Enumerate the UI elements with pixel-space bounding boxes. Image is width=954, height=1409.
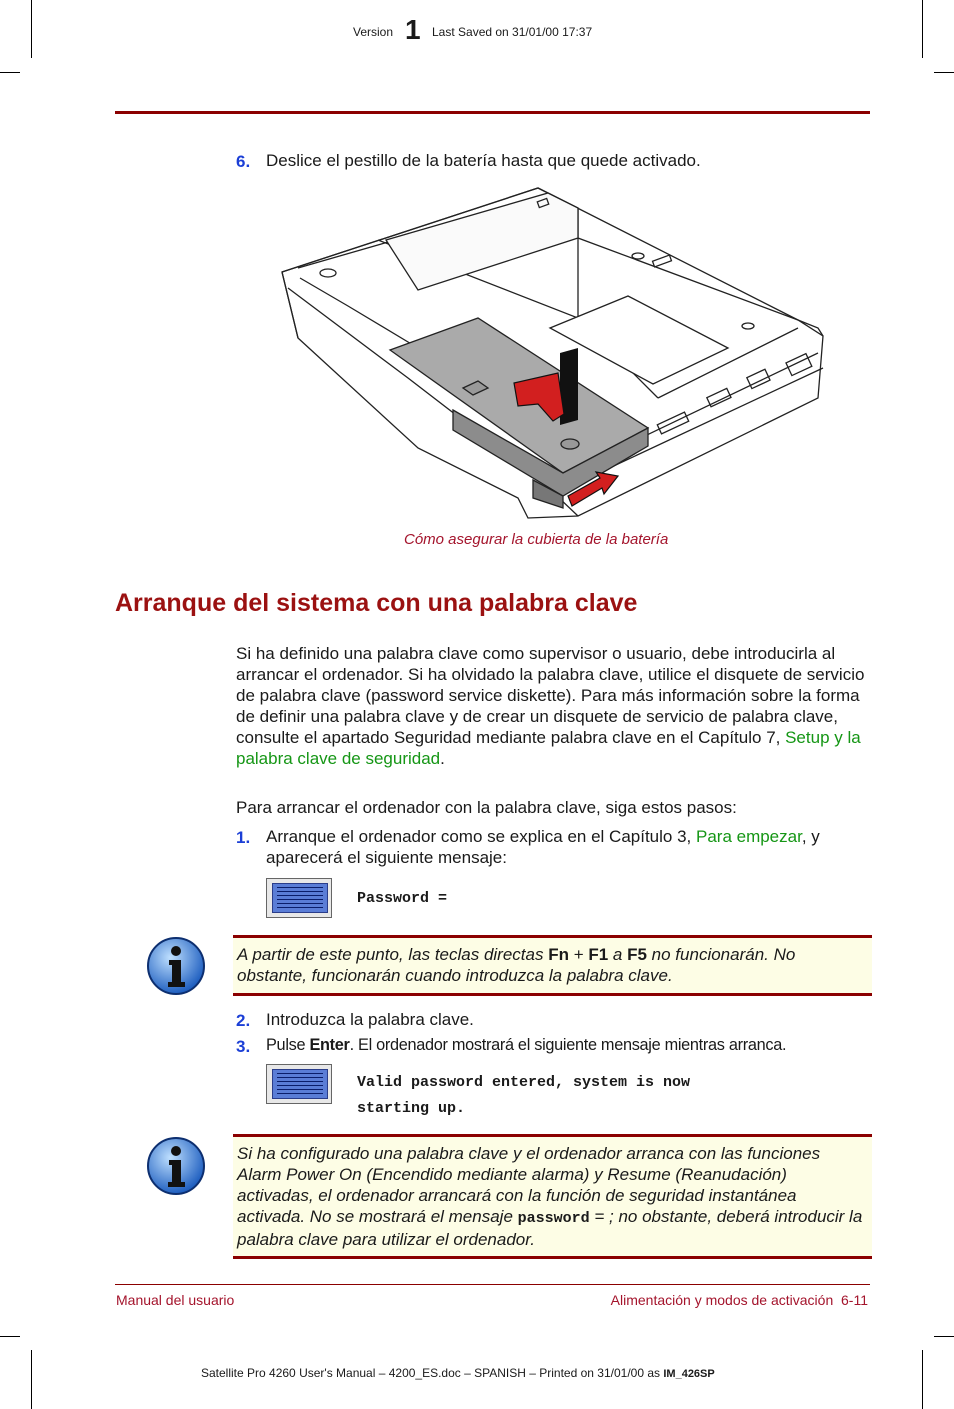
- info-icon: [146, 1136, 206, 1196]
- key-f1: F1: [588, 945, 609, 964]
- print-code: IM_426SP: [663, 1368, 715, 1380]
- step-text: Introduzca la palabra clave.: [266, 1010, 474, 1029]
- step-text: [266, 826, 846, 868]
- screen-message: Password =: [357, 890, 448, 907]
- note-text: = ; no obstante, deberá introducir la palabra clave para utilizar el ordenador.: [237, 1207, 863, 1249]
- figure-caption: Cómo asegurar la cubierta de la batería: [404, 531, 669, 548]
- print-metadata-text: Satellite Pro 4260 User's Manual – 4200_ES.doc – SPANISH – Printed on 31/01/00 as: [201, 1366, 661, 1380]
- intro-text: Si ha definido una palabra clave como supervisor o usuario, debe introducirla al arrancar el ordenador. Si ha olvidado la palabra clave, utilice el disquete de servicio de palabra clave (password service diskette). Para más información sobre la forma de definir una palabra clave y de crear un disquete de servicio de palabra clave, consulte el apartado Seguridad mediante palabra clave en el Capítulo 7,: [236, 644, 865, 747]
- last-saved: Last Saved on 31/01/00 17:37: [432, 25, 593, 39]
- screen-icon: [266, 1064, 332, 1104]
- footer-left: Manual del usuario: [116, 1292, 235, 1308]
- note-text: +: [568, 945, 589, 964]
- note-text: no funcionarán. No obstante, funcionarán cuando introduzca la palabra clave.: [237, 945, 796, 985]
- footer-rule: [115, 1284, 870, 1285]
- screen-message-line1: Valid password entered, system is now: [357, 1074, 691, 1091]
- crop-mark: [934, 72, 954, 73]
- note-text: Si ha configurado una palabra clave y el ordenador arranca con las funciones Alarm Power On (Encendido mediante alarma) y Resume (Reanudación) activadas, el ordenador arrancará con la función de seguridad instantánea activada. No se mostrará el mensaje: [237, 1144, 821, 1226]
- version-number: 1: [405, 14, 421, 45]
- footer-right: Alimentación y modos de activación 6-11: [610, 1292, 868, 1308]
- section-title: Arranque del sistema con una palabra clave: [115, 589, 638, 617]
- info-icon: [146, 936, 206, 996]
- crop-mark: [934, 1336, 954, 1337]
- step-number: 1.: [236, 828, 251, 847]
- note-box: [233, 1134, 872, 1259]
- key-f5: F5: [627, 945, 647, 964]
- key-fn: Fn: [548, 945, 569, 964]
- key-enter: Enter: [309, 1036, 350, 1054]
- intro-paragraph: [236, 643, 871, 769]
- step3-text-end: . El ordenador mostrará el siguiente mensaje mientras arranca.: [349, 1036, 787, 1054]
- crop-mark: [31, 0, 32, 58]
- print-metadata: [201, 1366, 715, 1380]
- step-number: 6.: [236, 152, 251, 171]
- crop-mark: [922, 0, 923, 58]
- note-text: A partir de este punto, las teclas directas: [237, 945, 549, 964]
- intro-text-end: .: [440, 749, 445, 768]
- step-number: 3.: [236, 1037, 251, 1056]
- step1-text: Arranque el ordenador como se explica en el Capítulo 3,: [266, 827, 696, 846]
- para-empezar-link[interactable]: Para empezar: [695, 827, 802, 846]
- step-number: 2.: [236, 1011, 251, 1030]
- crop-mark: [31, 1350, 32, 1409]
- crop-mark: [0, 72, 20, 73]
- step-text: [266, 1035, 786, 1056]
- screen-icon: [266, 878, 332, 918]
- setup-link[interactable]: Setup y la palabra clave de seguridad: [236, 728, 861, 768]
- top-rule: [115, 111, 870, 114]
- password-code: password: [517, 1210, 590, 1227]
- laptop-battery-illustration: [278, 178, 828, 526]
- crop-mark: [922, 1350, 923, 1409]
- version-label: Version: [353, 25, 394, 39]
- step3-text: Pulse: [266, 1036, 310, 1054]
- steps-intro: Para arrancar el ordenador con la palabra clave, siga estos pasos:: [236, 798, 737, 817]
- step1-text-end: , y aparecerá el siguiente mensaje:: [266, 827, 820, 867]
- screen-message-line2: starting up.: [357, 1100, 466, 1117]
- note-box: [233, 935, 872, 996]
- note-text: a: [608, 945, 628, 964]
- crop-mark: [0, 1336, 20, 1337]
- step-text: Deslice el pestillo de la batería hasta que quede activado.: [266, 151, 701, 170]
